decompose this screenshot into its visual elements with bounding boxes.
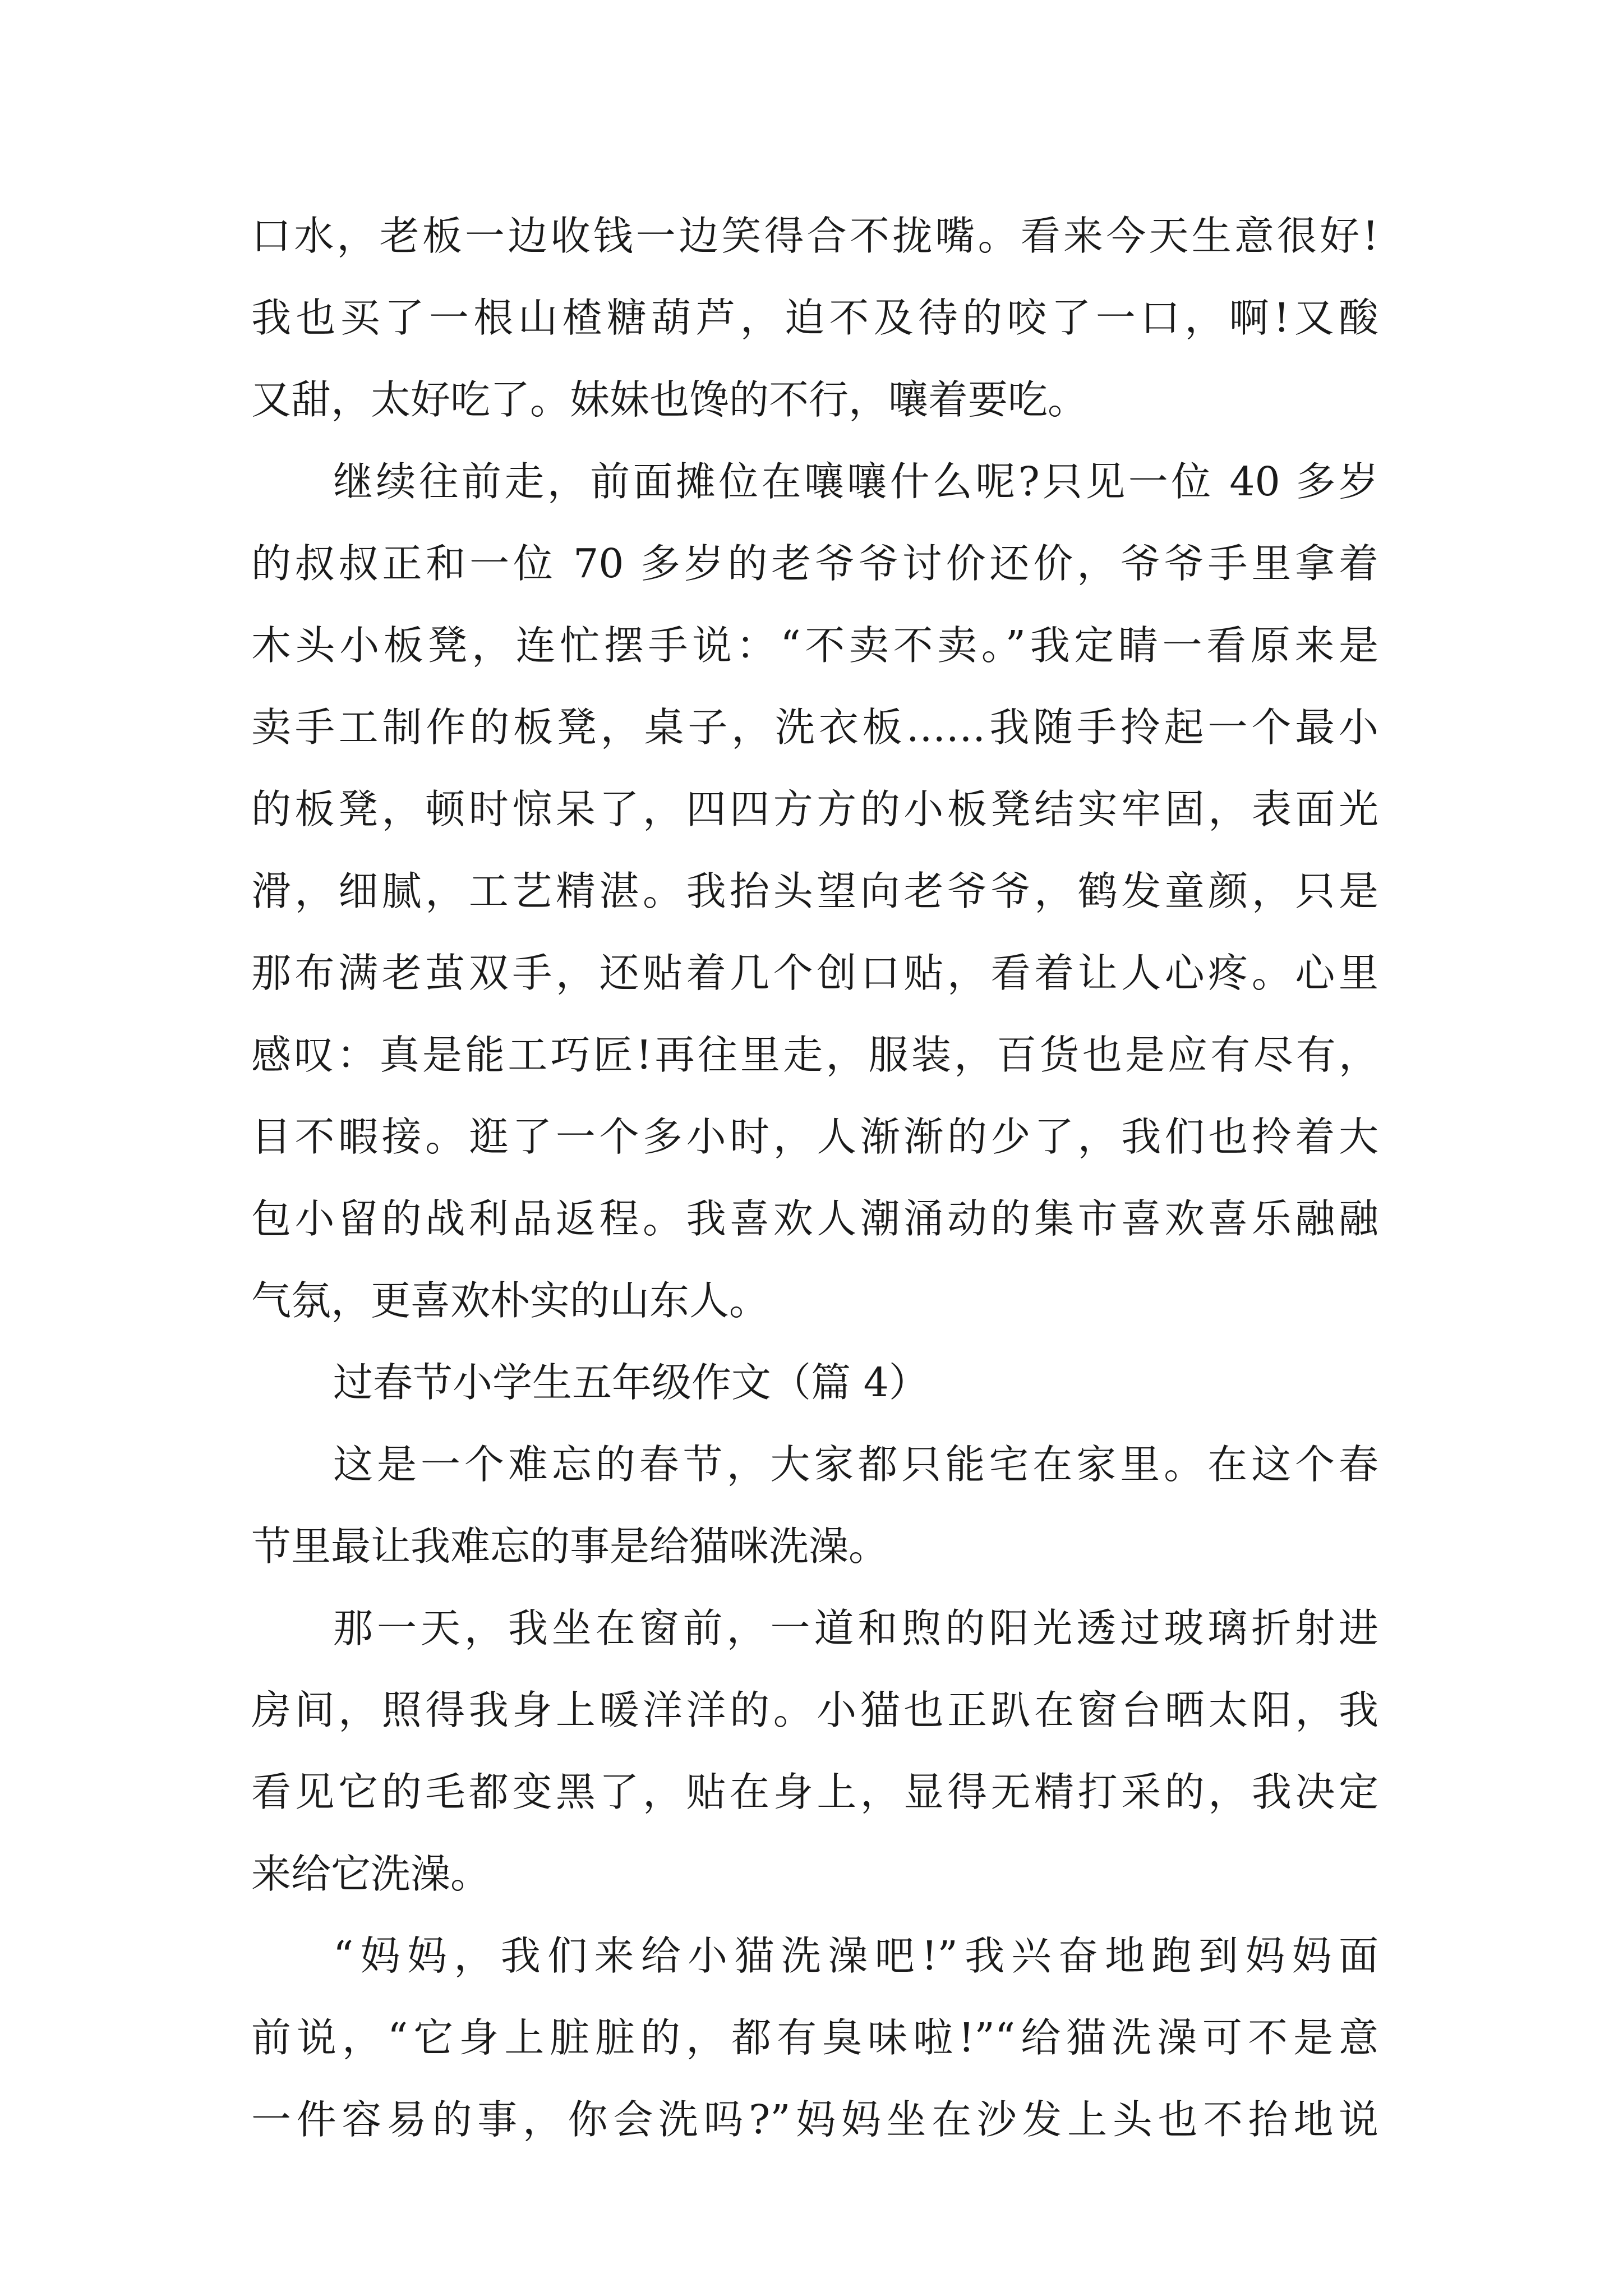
text-line: 又甜，太好吃了。妹妹也馋的不行，嚷着要吃。 — [251, 376, 1088, 423]
text-line: 我也买了一根山楂糖葫芦，迫不及待的咬了一口，啊!又酸 — [251, 295, 1378, 341]
text-line: 看见它的毛都变黑了，贴在身上，显得无精打采的，我决定 — [251, 1769, 1378, 1815]
text-line: 目不暇接。逛了一个多小时，人渐渐的少了，我们也拎着大 — [251, 1114, 1378, 1160]
text-line: 的叔叔正和一位 70 多岁的老爷爷讨价还价，爷爷手里拿着 — [251, 540, 1378, 587]
text-line: 继续往前走，前面摊位在嚷嚷什么呢?只见一位 40 多岁 — [333, 458, 1378, 505]
text-line: 节里最让我难忘的事是给猫咪洗澡。 — [251, 1523, 889, 1570]
text-line: 卖手工制作的板凳，桌子，洗衣板……我随手拎起一个最小 — [251, 704, 1378, 751]
text-line: 气氛，更喜欢朴实的山东人。 — [251, 1277, 769, 1324]
text-line: 来给它洗澡。 — [251, 1851, 491, 1897]
section-heading: 过春节小学生五年级作文（篇 4） — [333, 1359, 929, 1406]
text-line: 房间，照得我身上暖洋洋的。小猫也正趴在窗台晒太阳，我 — [251, 1687, 1378, 1733]
text-line: 口水，老板一边收钱一边笑得合不拢嘴。看来今天生意很好! — [251, 213, 1378, 259]
text-line: 那一天，我坐在窗前，一道和煦的阳光透过玻璃折射进 — [333, 1605, 1378, 1651]
text-line: 前说，“它身上脏脏的，都有臭味啦!”“给猫洗澡可不是意 — [251, 2014, 1378, 2061]
text-line: 的板凳，顿时惊呆了，四四方方的小板凳结实牢固，表面光 — [251, 786, 1378, 832]
text-line: 包小留的战利品返程。我喜欢人潮涌动的集市喜欢喜乐融融 — [251, 1195, 1378, 1242]
text-line: “妈妈，我们来给小猫洗澡吧!”我兴奋地跑到妈妈面 — [333, 1932, 1378, 1979]
text-line: 滑，细腻，工艺精湛。我抬头望向老爷爷，鹤发童颜，只是 — [251, 868, 1378, 914]
text-line: 这是一个难忘的春节，大家都只能宅在家里。在这个春 — [333, 1441, 1378, 1488]
text-line: 木头小板凳，连忙摆手说：“不卖不卖。”我定睛一看原来是 — [251, 622, 1378, 669]
essay-body — [251, 195, 1378, 2161]
text-line: 感叹：真是能工巧匠!再往里走，服装，百货也是应有尽有， — [251, 1032, 1378, 1078]
text-line: 那布满老茧双手，还贴着几个创口贴，看着让人心疼。心里 — [251, 950, 1378, 996]
text-line: 一件容易的事，你会洗吗?”妈妈坐在沙发上头也不抬地说 — [251, 2096, 1378, 2143]
